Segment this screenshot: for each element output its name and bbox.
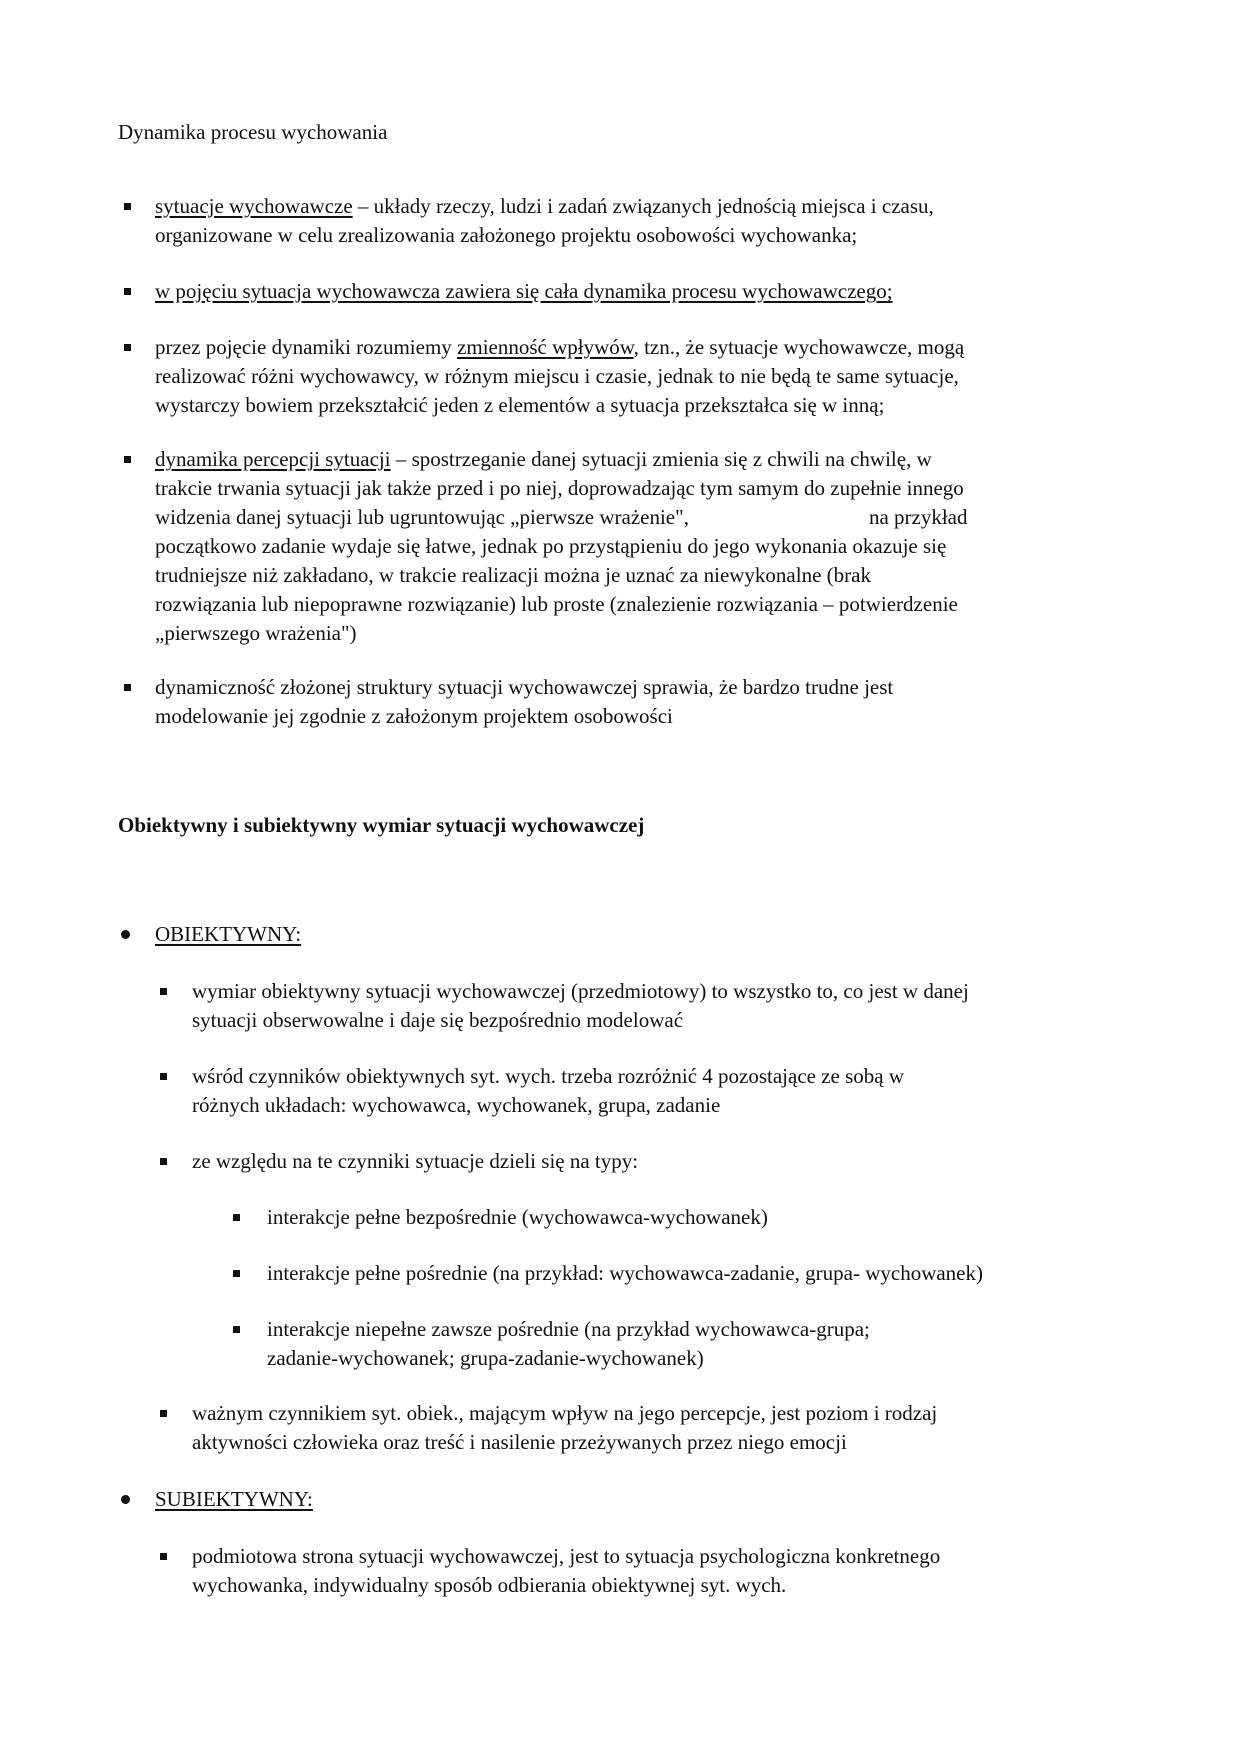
list-item-line: zadanie-wychowanek; grupa-zadanie-wychowanek) xyxy=(267,1346,704,1370)
list-item-line: przez pojęcie dynamiki rozumiemy zmienność wpływów, tzn., że sytuacje wychowawcze, mogą xyxy=(155,335,965,359)
category-label: OBIEKTYWNY: xyxy=(155,922,302,946)
list-item-line: rozwiązania lub niepoprawne rozwiązanie) lub proste (znalezienie rozwiązania – potwierdzenie xyxy=(155,592,958,616)
list-item-line: modelowanie jej zgodnie z założonym projektem osobowości xyxy=(155,704,673,728)
list-item-type xyxy=(267,1315,870,1373)
list-item-line: dynamiczność złożonej struktury sytuacji wychowawczej sprawia, że bardzo trudne jest xyxy=(155,675,894,699)
list-item-line: wychowanka, indywidualny sposób odbierania obiektywnej syt. wych. xyxy=(192,1573,787,1597)
list-item xyxy=(155,192,934,250)
list-item-line: trudniejsze niż zakładano, w trakcie realizacji można je uznać za niewykonalne (brak xyxy=(155,563,871,587)
square-bullet-icon xyxy=(160,1073,167,1080)
list-item-line: początkowo zadanie wydaje się łatwe, jednak po przystąpieniu do jego wykonania okazuje się xyxy=(155,534,947,558)
list-item-type xyxy=(267,1203,768,1232)
square-bullet-icon xyxy=(124,684,131,691)
list-item xyxy=(192,1542,940,1600)
list-item-line: aktywności człowieka oraz treść i nasilenie przeżywanych przez niego emocji xyxy=(192,1430,847,1454)
list-item-line: interakcje pełne bezpośrednie (wychowawca-wychowanek) xyxy=(267,1205,768,1229)
list-item xyxy=(155,333,964,420)
square-bullet-icon xyxy=(124,456,131,463)
list-item-type xyxy=(267,1259,983,1288)
list-item-line: organizowane w celu zrealizowania założonego projektu osobowości wychowanka; xyxy=(155,223,858,247)
list-item-line: różnych układach: wychowawca, wychowanek, grupa, zadanie xyxy=(192,1093,721,1117)
square-bullet-icon xyxy=(124,203,131,210)
list-item xyxy=(155,673,893,731)
list-item xyxy=(192,1062,904,1120)
underlined-term: zmienność wpływów xyxy=(457,335,634,359)
round-bullet-icon xyxy=(121,930,130,939)
square-bullet-icon xyxy=(124,288,131,295)
list-item-line: sytuacje wychowawcze – układy rzeczy, ludzi i zadań związanych jednością miejsca i czasu, xyxy=(155,194,934,218)
section-heading: Obiektywny i subiektywny wymiar sytuacji wychowawczej xyxy=(118,813,645,837)
list-item-line: interakcje niepełne zawsze pośrednie (na przykład wychowawca-grupa; xyxy=(267,1317,870,1341)
list-item-line: „pierwszego wrażenia") xyxy=(155,621,357,645)
list-item-objective xyxy=(155,920,301,949)
round-bullet-icon xyxy=(121,1495,130,1504)
underlined-term: dynamika percepcji sytuacji xyxy=(155,447,391,471)
list-item xyxy=(192,1147,638,1176)
list-item-line: realizować różni wychowawcy, w różnym miejscu i czasie, jednak to nie będą te same sytuacje, xyxy=(155,364,959,388)
underlined-term: sytuacje wychowawcze xyxy=(155,194,353,218)
square-bullet-icon xyxy=(160,1158,167,1165)
square-bullet-icon xyxy=(233,1270,240,1277)
list-item-line: wystarczy bowiem przekształcić jeden z elementów a sytuacja przekształca się w inną; xyxy=(155,393,885,417)
square-bullet-icon xyxy=(160,1410,167,1417)
list-item-subjective xyxy=(155,1485,313,1514)
list-item-line: podmiotowa strona sytuacji wychowawczej, jest to sytuacja psychologiczna konkretnego xyxy=(192,1544,941,1568)
list-item-line: interakcje pełne pośrednie (na przykład: wychowawca-zadanie, grupa- wychowanek) xyxy=(267,1261,983,1285)
square-bullet-icon xyxy=(233,1326,240,1333)
list-item-line: sytuacji obserwowalne i daje się bezpośrednio modelować xyxy=(192,1008,684,1032)
list-item-line: ze względu na te czynniki sytuacje dzieli się na typy: xyxy=(192,1149,639,1173)
list-item xyxy=(155,445,968,648)
list-item-line: ważnym czynnikiem syt. obiek., mającym wpływ na jego percepcje, jest poziom i rodzaj xyxy=(192,1401,938,1425)
document-title: Dynamika procesu wychowania xyxy=(118,120,388,144)
square-bullet-icon xyxy=(233,1214,240,1221)
list-item xyxy=(192,1399,937,1457)
square-bullet-icon xyxy=(160,988,167,995)
list-item xyxy=(155,277,893,306)
square-bullet-icon xyxy=(124,344,131,351)
category-label: SUBIEKTYWNY: xyxy=(155,1487,313,1511)
square-bullet-icon xyxy=(160,1553,167,1560)
list-item-line: widzenia danej sytuacji lub ugruntowując „pierwsze wrażenie", na przykład xyxy=(155,505,968,529)
list-item-line: trakcie trwania sytuacji jak także przed i po niej, doprowadzając tym samym do zupełnie innego xyxy=(155,476,964,500)
underlined-term: w pojęciu sytuacja wychowawcza zawiera się cała dynamika procesu wychowawczego; xyxy=(155,279,893,303)
list-item-line: wśród czynników obiektywnych syt. wych. trzeba rozróżnić 4 pozostające ze sobą w xyxy=(192,1064,905,1088)
list-item-line: dynamika percepcji sytuacji – spostrzeganie danej sytuacji zmienia się z chwili na chwilę, w xyxy=(155,447,932,471)
list-item-line: wymiar obiektywny sytuacji wychowawczej (przedmiotowy) to wszystko to, co jest w danej xyxy=(192,979,969,1003)
list-item xyxy=(192,977,969,1035)
